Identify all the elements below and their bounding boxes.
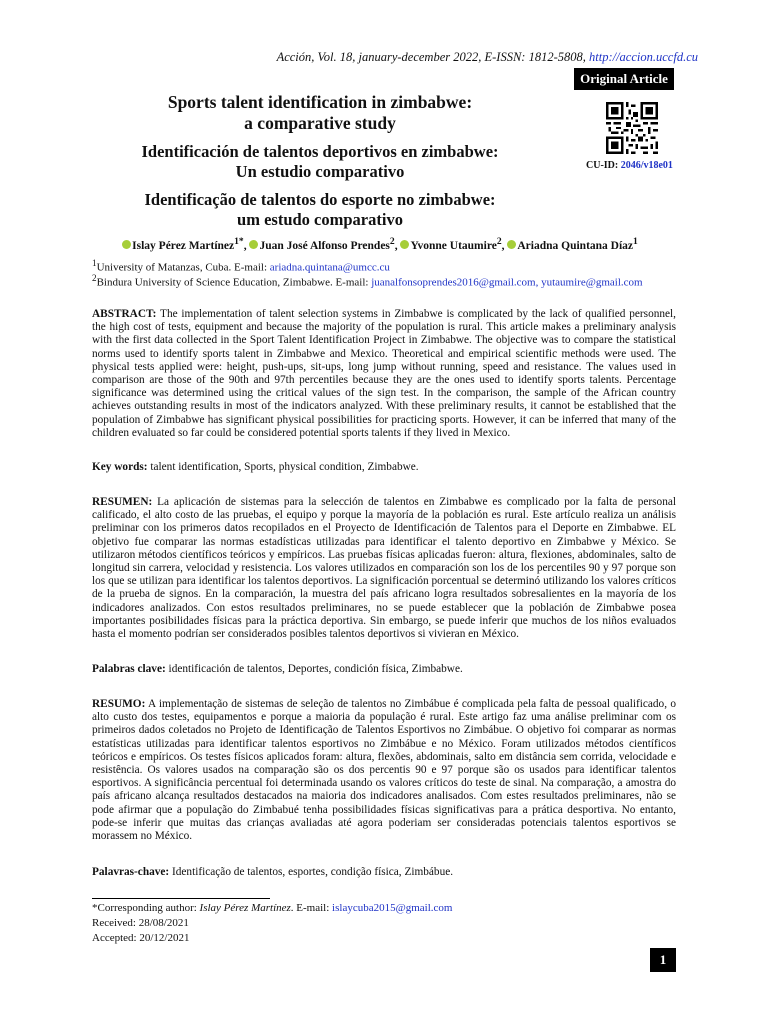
- resumen-paragraph: RESUMEN: La aplicación de sistemas para la selección de talentos en Zimbabwe es complicado por la falta de personal calificado, el alto costo de las pruebas, el equipo y porque la mayoría de la población es rural. Este artículo realiza un análisis preliminar con los primeros datos recopilados en el Proyecto de Identificación de Talentos para el Deporte en Zimbabwe. EL objetivo fue comparar las normas estadísticas utilizadas para identificar el talento deportivo en Zimbabwe y México. Se utilizaron métodos científicos teóricos y empíricos. Las pruebas físicas aplicadas fueron: altura, flexiones, abdominales, salto de longitud sin carrera, velocidad y resistencia. Los valores utilizados en comparación son los de los percentiles 90 y 97 porque son los que se utilizan para identificar los talentos deportivos. La significación porcentual se determinó utilizando los valores críticos de la prueba de signos. En la comparación, la muestra del país africano logra resultados sobresalientes en la mayoría de los indicadores analizados. Con estos resultados preliminares, no se puede establecer que la población de Zimbabwe posea importantes posibilidades físicas para la práctica deportiva. Sin embargo, se puede inferir que muchos de los niños evaluados hasta el momento podrían ser considerados posibles talentos deportivos si vivieran en México.: [92, 496, 676, 641]
- accepted-date: Accepted: 20/12/2021: [92, 932, 190, 944]
- keywords-spanish: Palabras clave: identificación de talentos, Deportes, condición física, Zimbabwe.: [92, 663, 463, 675]
- article-type-badge: Original Article: [574, 68, 674, 90]
- author[interactable]: Juan José Alfonso Prendes$^2$: [249, 240, 394, 252]
- journal-citation: Acción, Vol. 18, january-december 2022, E-ISSN: 1812-5808,: [276, 50, 586, 64]
- page-number: 1: [650, 948, 676, 972]
- author-list: Islay Pérez Martínez$^{1*}$, Juan José Alfonso Prendes$^2$, Yvonne Utaumire$^2$, Ariadna Quintana Díaz$^1$: [92, 236, 668, 252]
- orcid-icon[interactable]: [122, 240, 131, 249]
- cu-id: CU-ID: 2046/v18e01: [586, 160, 673, 171]
- orcid-icon[interactable]: [400, 240, 409, 249]
- received-date: Received: 28/08/2021: [92, 917, 189, 929]
- footnote-divider: [92, 898, 270, 899]
- affiliation-email-link[interactable]: juanalfonsoprendes2016@gmail.com, yutaumire@gmail.com: [371, 276, 643, 289]
- orcid-icon[interactable]: [507, 240, 516, 249]
- abstract-paragraph: ABSTRACT: The implementation of talent selection systems in Zimbabwe is complicated by the lack of qualified personnel, the high cost of tests, equipment and because the majority of the population is rural. This article makes a preliminary analysis with the first data collected in the Sport Talent Identification Project in Zimbabwe. The objective was to compare the statistical norms used to identify sports talent in Zimbabwe and Mexico. Theoretical and empirical scientific methods were used. The physical tests applied were: height, push-ups, sit-ups, long jump without running, speed and resistance. The values used in comparison are those of the 90th and 97th percentiles because they are the ones used to identify sports talents. Percentage significance was determined using the critical values of the sign test. In the comparison, the sample of the African country achieves outstanding results in most of the indicators analyzed. With these preliminary results, it cannot be established that the population of Zimbabwe has significant physical possibilities for practicing sports. However, it can be inferred that many of the children evaluated so far could be considered potential sports talents if they lived in Mexico.: [92, 308, 676, 439]
- resumen-label: RESUMEN:: [92, 496, 153, 508]
- affiliation-email-link[interactable]: ariadna.quintana@umcc.cu: [269, 261, 390, 274]
- title-block: [92, 92, 548, 230]
- corresponding-author: *Corresponding author: Islay Pérez Martínez. E-mail: islaycuba2015@gmail.com: [92, 902, 453, 914]
- journal-url-link[interactable]: http://accion.uccfd.cu: [589, 50, 698, 64]
- keywords-english: Key words: talent identification, Sports, physical condition, Zimbabwe.: [92, 461, 419, 473]
- author[interactable]: Ariadna Quintana Díaz$^1$: [507, 240, 637, 252]
- author[interactable]: Islay Pérez Martínez$^{1*}$: [122, 240, 244, 252]
- author[interactable]: Yvonne Utaumire$^2$: [400, 240, 501, 252]
- journal-header: [277, 50, 698, 65]
- resumo-label: RESUMO:: [92, 698, 146, 710]
- cu-id-link[interactable]: 2046/v18e01: [620, 160, 673, 171]
- portuguese-title: Identificação de talentos do esporte no zimbabwe: um estudo comparativo: [144, 190, 496, 229]
- resumo-paragraph: RESUMO: A implementação de sistemas de seleção de talentos no Zimbábue é complicada pela falta de pessoal qualificado, o alto custo dos testes, equipamentos e porque a maioria da população é rural. Este artigo faz uma análise preliminar com os primeiros dados coletados no Projeto de Identificação de Talentos Esportivos no Zimbábue. O objetivo foi comparar as normas estatísticas utilizadas para identificar talentos esportivos no Zimbábue e no México. Foram utilizados métodos científicos teóricos e empíricos. Os testes físicos aplicados foram: altura, flexões, abdominais, salto em distância sem corrida, velocidade e resistência. Os valores usados na comparação são os dos percentis 90 e 97 porque são os usados para identificar talentos esportivos. A significância percentual foi determinada usando os valores críticos do teste de sinal. Na comparação, a amostra do país africano alcança resultados destacados na maioria dos indicadores analisados. Com estes resultados preliminares, não se pode afirmar que a população do Zimbabué tenha possibilidades físicas significativas para a prática desportiva. No entanto, pode-se inferir que muitas das crianças avaliadas até agora poderiam ser consideradas potenciais talentos esportivos se morassem no México.: [92, 698, 676, 843]
- corresponding-email-link[interactable]: islaycuba2015@gmail.com: [332, 902, 453, 914]
- keywords-portuguese: Palavras-chave: Identificação de talentos, esportes, condição física, Zimbábue.: [92, 866, 454, 878]
- abstract-label: ABSTRACT:: [92, 308, 157, 320]
- orcid-icon[interactable]: [249, 240, 258, 249]
- affiliation-1: $^1$University of Matanzas, Cuba. E-mail: ariadna.quintana@umcc.cu: [92, 258, 390, 274]
- affiliation-2: $^2$Bindura University of Science Education, Zimbabwe. E-mail: juanalfonsoprendes2016@gmail.com, yutaumire@gmail.com: [92, 273, 643, 289]
- english-title: Sports talent identification in zimbabwe: a comparative study: [167, 92, 473, 133]
- qr-code-icon[interactable]: [606, 102, 658, 154]
- spanish-title: Identificación de talentos deportivos en zimbabwe: Un estudio comparativo: [141, 142, 499, 181]
